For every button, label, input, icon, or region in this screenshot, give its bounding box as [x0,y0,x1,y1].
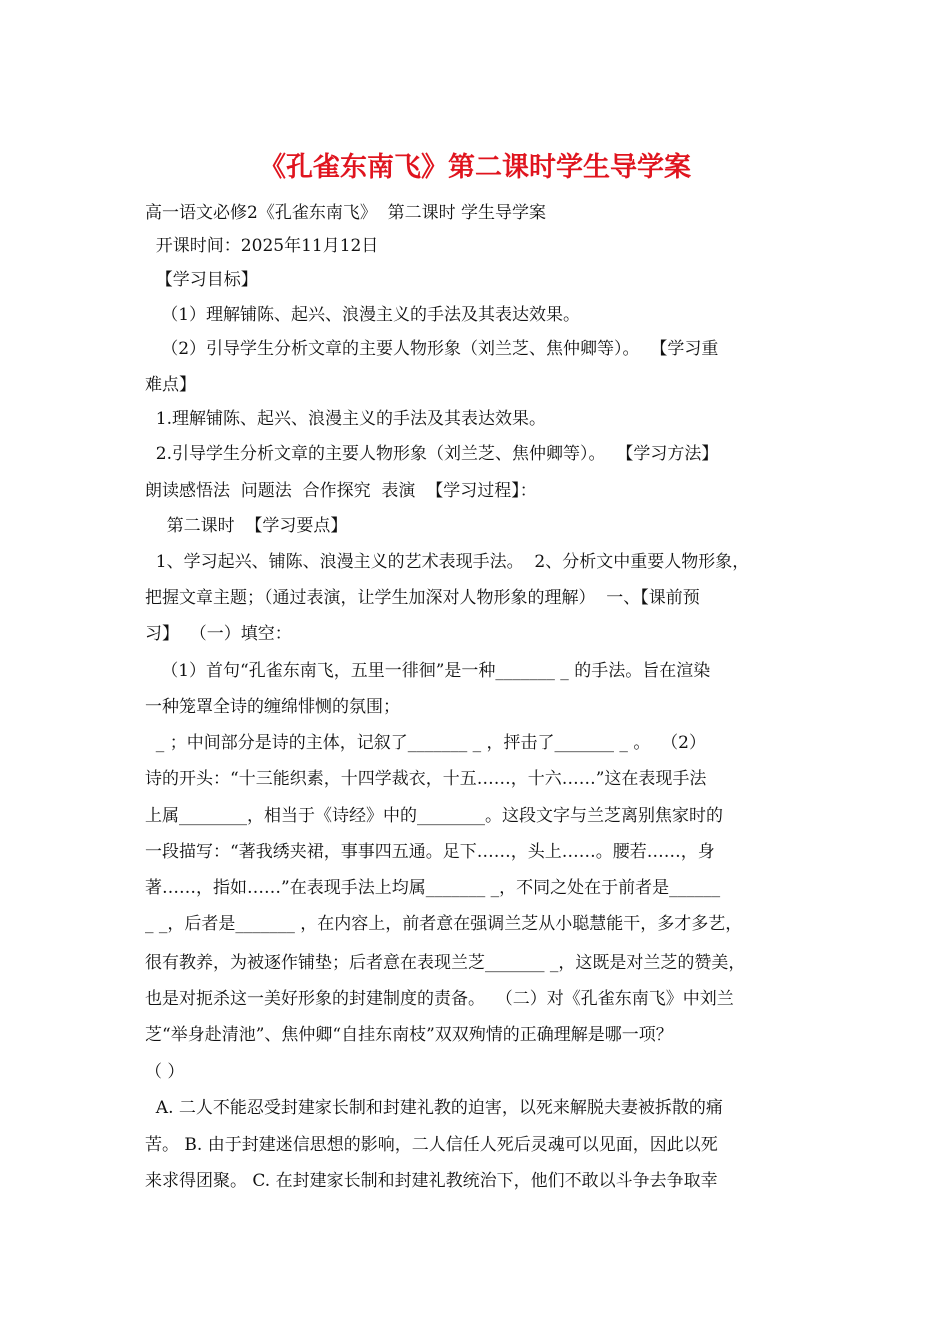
body-line: 苦。 B. 由于封建迷信思想的影响，二人信任人死后灵魂可以见面，因此以死 [145,1135,718,1155]
body-line: 习】 （一）填空： [145,624,292,644]
body-line: 第二课时 【学习要点】 [145,516,348,536]
body-line: 难点】 [145,375,196,395]
body-line: 芝“举身赴清池”、焦仲卿“自挂东南枝”双双殉情的正确理解是哪一项？ [145,1025,673,1045]
body-line: 一段描写：“著我绣夹裙，事事四五通。足下……，头上……。腰若……，身 [145,842,715,862]
body-line: 著……，指如……”在表现手法上均属_______ _，不同之处在于前者是______ [145,878,721,898]
body-line: （1）首句“孔雀东南飞，五里一徘徊”是一种_______ _ 的手法。旨在渲染 [145,661,711,681]
body-line: 上属________，相当于《诗经》中的________。这段文字与兰芝离别焦家时的 [145,806,723,826]
body-line: _ ；中间部分是诗的主体，记叙了_______ _ ，抨击了_______ _ 。 （2） [145,733,706,753]
body-line: 朗读感悟法 问题法 合作探究 表演 【学习过程】： [145,481,537,501]
body-line: _ _，后者是_______ ，在内容上，前者意在强调兰芝从小聪慧能干，多才多艺， [145,914,743,934]
body-line: 1.理解铺陈、起兴、浪漫主义的手法及其表达效果。 [145,409,547,429]
page-title: 《孔雀东南飞》第二课时学生导学案 [259,152,691,183]
body-line: （ ） [145,1062,185,1082]
body-line: （2）引导学生分析文章的主要人物形象（刘兰芝、焦仲卿等）。 【学习重 [145,339,719,359]
body-line: 高一语文必修2《孔雀东南飞》 第二课时 学生导学案 [145,203,547,223]
body-line: 一种笼罩全诗的缠绵悱恻的氛围； [145,697,400,717]
body-line: 2.引导学生分析文章的主要人物形象（刘兰芝、焦仲卿等）。 【学习方法】 [145,444,719,464]
body-line: 来求得团聚。 C. 在封建家长制和封建礼教统治下，他们不敢以斗争去争取幸 [145,1171,718,1191]
body-line: （1）理解铺陈、起兴、浪漫主义的手法及其表达效果。 [145,305,581,325]
body-line: 1、学习起兴、铺陈、浪漫主义的艺术表现手法。 2、分析文中重要人物形象， [145,552,750,572]
body-line: 开课时间：2025年11月12日 [145,236,379,256]
body-line: 很有教养，为被逐作铺垫；后者意在表现兰芝_______ _，这既是对兰芝的赞美， [145,953,746,973]
body-line: A. 二人不能忍受封建家长制和封建礼教的迫害，以死来解脱夫妻被拆散的痛 [145,1098,723,1118]
body-line: 诗的开头：“十三能织素，十四学裁衣，十五……，十六……”这在表现手法 [145,769,707,789]
body-line: 也是对扼杀这一美好形象的封建制度的责备。 （二）对《孔雀东南飞》中刘兰 [145,989,734,1009]
body-line: 把握文章主题；（通过表演，让学生加深对人物形象的理解） 一、【课前预 [145,588,700,608]
body-line: 【学习目标】 [145,270,258,290]
